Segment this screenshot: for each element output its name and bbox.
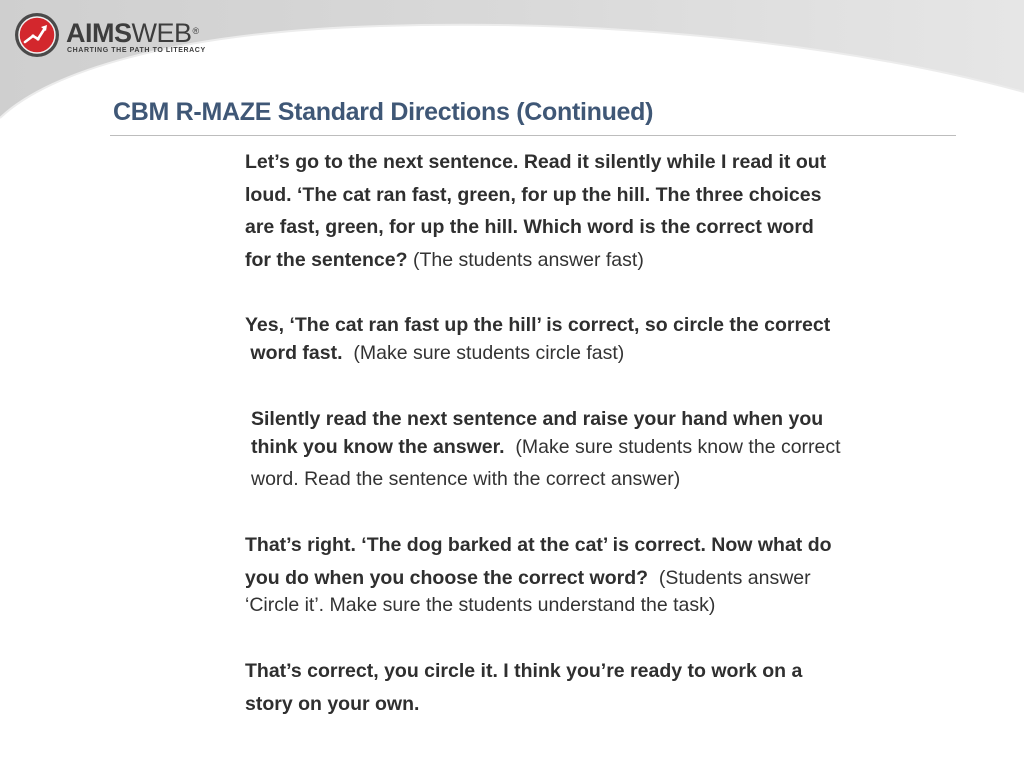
registered-mark: ® <box>192 26 199 36</box>
paragraph-line: word fast. <box>250 342 343 364</box>
paragraph-line: are fast, green, for up the hill. Which word is the correct word <box>245 216 814 238</box>
direction-paragraph-4-continued <box>245 590 715 620</box>
teacher-note: ‘Circle it’. Make sure the students understand the task) <box>245 594 716 616</box>
teacher-note: word. Read the sentence with the correct answer) <box>251 468 681 490</box>
direction-paragraph-3 <box>251 405 841 461</box>
teacher-note: (Make sure students circle fast) <box>353 342 625 364</box>
slide-title: CBM R-MAZE Standard Directions (Continued) <box>113 98 654 126</box>
logo-brand-light: WEB <box>131 18 192 48</box>
direction-paragraph-1 <box>245 146 826 276</box>
aimsweb-logo <box>14 11 214 59</box>
paragraph-line: That’s right. ‘The dog barked at the cat’ is correct. Now what do <box>245 534 832 556</box>
direction-paragraph-5 <box>245 655 802 720</box>
teacher-note: (Students answer <box>658 566 811 589</box>
chart-arrow-circle-icon <box>14 12 60 58</box>
paragraph-line: Yes, ‘The cat ran fast up the hill’ is correct, so circle the correct <box>245 314 831 336</box>
paragraph-line: think you know the answer. <box>251 436 505 458</box>
paragraph-line: Let’s go to the next sentence. Read it silently while I read it out <box>245 151 827 173</box>
paragraph-line: story on your own. <box>245 692 420 715</box>
paragraph-line: Silently read the next sentence and raise your hand when you <box>251 408 824 430</box>
logo-wordmark <box>66 17 199 49</box>
paragraph-line: for the sentence? <box>245 248 408 271</box>
teacher-note: (The students answer fast) <box>412 248 644 271</box>
paragraph-line: you do when you choose the correct word? <box>245 566 649 589</box>
paragraph-line: loud. ‘The cat ran fast, green, for up the hill. The three choices <box>245 183 822 206</box>
title-divider <box>110 135 956 136</box>
direction-paragraph-4 <box>245 529 832 594</box>
logo-tagline: CHARTING THE PATH TO LITERACY <box>67 47 206 54</box>
direction-paragraph-3-continued <box>251 463 680 495</box>
logo-brand-bold: AIMS <box>66 18 132 48</box>
paragraph-line: That’s correct, you circle it. I think you’re ready to work on a <box>245 660 803 682</box>
direction-paragraph-2 <box>245 311 830 367</box>
teacher-note: (Make sure students know the correct <box>515 436 841 458</box>
